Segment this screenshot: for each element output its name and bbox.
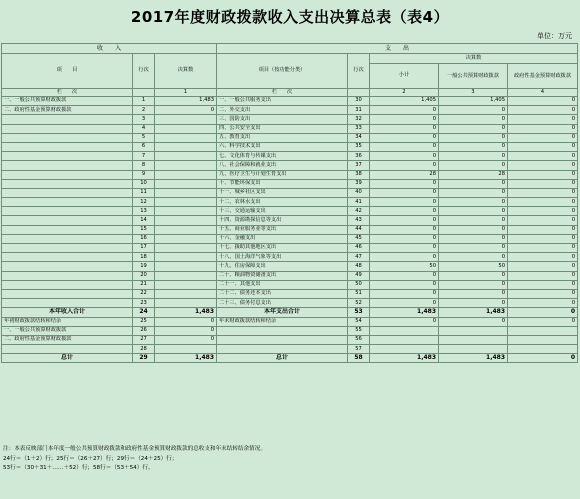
table-row (2, 335, 578, 344)
col-1: 1 (155, 89, 217, 97)
right-row-no-cell: 55 (348, 326, 370, 335)
left-item-cell (2, 188, 133, 197)
table-row (2, 170, 578, 179)
table-row (2, 262, 578, 271)
right-row-no-cell: 46 (348, 244, 370, 253)
left-value-cell (155, 133, 217, 142)
left-item-cell (2, 216, 133, 225)
left-value-cell (155, 198, 217, 207)
left-item-cell (2, 124, 133, 133)
gov-fund-cell: 0 (508, 188, 578, 197)
right-item-cell: 九、医疗卫生与计划生育支出 (217, 170, 348, 179)
right-item-cell: 本年支出合计 (217, 308, 348, 317)
right-row-no-cell: 38 (348, 170, 370, 179)
subtotal-cell: 0 (370, 133, 439, 142)
subtotal-cell: 0 (370, 179, 439, 188)
table-row (2, 115, 578, 124)
gov-fund-cell: 0 (508, 244, 578, 253)
gov-fund-cell: 0 (508, 179, 578, 188)
subtotal-cell: 50 (370, 262, 439, 271)
gov-fund-cell: 0 (508, 133, 578, 142)
left-item-cell: 一、一般公共预算财政拨款 (2, 97, 133, 106)
left-value-cell (155, 253, 217, 262)
gov-fund-cell: 0 (508, 170, 578, 179)
left-row-no-cell: 14 (133, 216, 155, 225)
left-row-no-cell: 25 (133, 317, 155, 326)
right-row-no-cell: 53 (348, 308, 370, 317)
general-budget-cell: 0 (439, 299, 508, 308)
left-item-cell: 一、一般公共预算财政拨款 (2, 326, 133, 335)
right-row-no-cell: 31 (348, 106, 370, 115)
left-value-cell (155, 207, 217, 216)
col-label: 栏 次 (2, 89, 133, 97)
left-row-no-cell: 26 (133, 326, 155, 335)
gov-fund-cell (508, 335, 578, 344)
left-row-no-cell: 18 (133, 253, 155, 262)
left-value-cell: 0 (155, 335, 217, 344)
table-row (2, 133, 578, 142)
left-item-cell (2, 142, 133, 151)
left-value-cell (155, 152, 217, 161)
left-item-cell (2, 133, 133, 142)
right-row-no-cell: 45 (348, 234, 370, 243)
notes (3, 445, 577, 474)
right-row-no-cell: 47 (348, 253, 370, 262)
general-budget-cell: 0 (439, 179, 508, 188)
table-row (2, 299, 578, 308)
subtotal-cell: 0 (370, 280, 439, 289)
left-row-no-cell: 7 (133, 152, 155, 161)
left-row-no-cell: 27 (133, 335, 155, 344)
item-func-header: 项目（按功能分类） (217, 54, 348, 89)
left-value-cell: 0 (155, 326, 217, 335)
subtotal-cell: 0 (370, 161, 439, 170)
subtotal-cell: 0 (370, 289, 439, 298)
subtotal-cell: 0 (370, 198, 439, 207)
left-value-cell (155, 225, 217, 234)
right-item-cell: 十、节能环保支出 (217, 179, 348, 188)
gov-fund-cell (508, 326, 578, 335)
left-row-no-cell: 4 (133, 124, 155, 133)
left-value-cell (155, 188, 217, 197)
left-item-cell (2, 289, 133, 298)
col-label-2: 栏 次 (217, 89, 348, 97)
report-title: 2017年度财政拨款收入支出决算总表（表4） (130, 8, 450, 26)
table-row (2, 317, 578, 326)
left-item-cell: 年初财政拨款结转和结余 (2, 317, 133, 326)
general-budget-cell: 0 (439, 152, 508, 161)
right-item-cell: 二十三、债务付息支出 (217, 299, 348, 308)
left-value-cell: 1,483 (155, 308, 217, 317)
left-value-cell (155, 234, 217, 243)
right-item-cell: 十七、援助其他地区支出 (217, 244, 348, 253)
table-row (2, 207, 578, 216)
table-row (2, 188, 578, 197)
subtotal-cell (370, 326, 439, 335)
left-row-no-cell: 21 (133, 280, 155, 289)
right-row-no-cell: 50 (348, 280, 370, 289)
left-row-no-cell: 29 (133, 354, 155, 363)
gov-fund-cell: 0 (508, 106, 578, 115)
left-item-cell (2, 225, 133, 234)
right-row-no-cell: 51 (348, 289, 370, 298)
right-row-no-cell: 57 (348, 345, 370, 354)
general-budget-cell: 0 (439, 280, 508, 289)
left-item-cell (2, 280, 133, 289)
left-row-no-cell: 11 (133, 188, 155, 197)
right-row-no-cell: 42 (348, 207, 370, 216)
left-item-cell (2, 253, 133, 262)
gov-fund-cell: 0 (508, 299, 578, 308)
table-row (2, 326, 578, 335)
left-value-cell: 1,483 (155, 97, 217, 106)
gov-fund-cell: 0 (508, 124, 578, 133)
subtotal-cell: 1,405 (370, 97, 439, 106)
left-row-no-cell: 8 (133, 161, 155, 170)
left-item-cell (2, 234, 133, 243)
subtotal-cell: 0 (370, 271, 439, 280)
gov-fund-cell: 0 (508, 280, 578, 289)
total-row (2, 308, 578, 317)
left-item-cell: 本年收入合计 (2, 308, 133, 317)
subtotal-cell: 28 (370, 170, 439, 179)
row-no-header: 行次 (133, 54, 155, 89)
gov-fund-cell: 0 (508, 97, 578, 106)
gov-fund-cell: 0 (508, 207, 578, 216)
right-item-cell: 六、科学技术支出 (217, 142, 348, 151)
gov-fund-cell: 0 (508, 115, 578, 124)
left-row-no-cell: 3 (133, 115, 155, 124)
general-budget-cell: 1,405 (439, 97, 508, 106)
left-row-no-cell: 17 (133, 244, 155, 253)
gov-fund-cell: 0 (508, 289, 578, 298)
subtotal-cell: 0 (370, 188, 439, 197)
right-item-cell: 七、文化体育与传媒支出 (217, 152, 348, 161)
table-row (2, 152, 578, 161)
right-item-cell: 八、社会保障和就业支出 (217, 161, 348, 170)
subtotal-cell: 0 (370, 207, 439, 216)
right-row-no-cell: 54 (348, 317, 370, 326)
left-row-no-cell: 24 (133, 308, 155, 317)
left-value-cell (155, 345, 217, 354)
subtotal-cell: 0 (370, 115, 439, 124)
general-budget-cell (439, 326, 508, 335)
left-value-cell (155, 124, 217, 133)
subtotal-cell: 0 (370, 216, 439, 225)
general-budget-cell: 0 (439, 289, 508, 298)
general-budget-cell: 0 (439, 225, 508, 234)
general-budget-cell: 0 (439, 161, 508, 170)
right-item-cell: 四、公共安全支出 (217, 124, 348, 133)
right-row-no-cell: 52 (348, 299, 370, 308)
left-value-cell (155, 280, 217, 289)
subtotal-cell: 0 (370, 142, 439, 151)
expense-header: 支 出 (217, 44, 578, 54)
gov-fund-cell: 0 (508, 142, 578, 151)
budget-amount-header-2: 决算数 (370, 54, 578, 64)
note-line: 24行＝（1＋2）行；25行＝（26＋27）行；29行＝（24＋25）行； (3, 455, 178, 462)
left-item-cell (2, 207, 133, 216)
right-row-no-cell: 58 (348, 354, 370, 363)
left-value-cell: 0 (155, 106, 217, 115)
table-row (2, 198, 578, 207)
left-item-cell: 二、政府性基金预算财政拨款 (2, 335, 133, 344)
right-row-no-cell: 32 (348, 115, 370, 124)
table-row (2, 106, 578, 115)
left-value-cell (155, 115, 217, 124)
left-row-no-cell: 22 (133, 289, 155, 298)
right-item-cell: 十五、商业服务业等支出 (217, 225, 348, 234)
left-item-cell (2, 198, 133, 207)
gov-fund-cell: 0 (508, 308, 578, 317)
general-budget-cell: 0 (439, 234, 508, 243)
right-item-cell: 十二、农林水支出 (217, 198, 348, 207)
left-item-cell: 二、政府性基金预算财政拨款 (2, 106, 133, 115)
left-row-no-cell: 10 (133, 179, 155, 188)
general-budget-cell: 0 (439, 188, 508, 197)
left-item-cell (2, 161, 133, 170)
subtotal-cell: 0 (370, 253, 439, 262)
table-row (2, 253, 578, 262)
col-3: 3 (439, 89, 508, 97)
right-item-cell: 十八、国土海洋气象等支出 (217, 253, 348, 262)
table-row (2, 97, 578, 106)
left-value-cell (155, 216, 217, 225)
right-item-cell: 二十二、债务还本支出 (217, 289, 348, 298)
budget-table (1, 43, 578, 363)
general-budget-cell: 0 (439, 133, 508, 142)
right-item-cell (217, 345, 348, 354)
table-row (2, 244, 578, 253)
right-item-cell: 十六、金融支出 (217, 234, 348, 243)
general-budget-cell: 50 (439, 262, 508, 271)
left-item-cell (2, 271, 133, 280)
right-item-cell: 年末财政拨款结转和结余 (217, 317, 348, 326)
table-row (2, 271, 578, 280)
left-item-cell (2, 244, 133, 253)
gov-fund-cell: 0 (508, 253, 578, 262)
right-row-no-cell: 37 (348, 161, 370, 170)
gov-fund-cell: 0 (508, 152, 578, 161)
income-header: 收 入 (2, 44, 217, 54)
left-row-no-cell: 5 (133, 133, 155, 142)
right-item-cell: 总计 (217, 354, 348, 363)
right-row-no-cell: 49 (348, 271, 370, 280)
gov-fund-cell: 0 (508, 317, 578, 326)
right-row-no-cell: 44 (348, 225, 370, 234)
left-row-no-cell: 9 (133, 170, 155, 179)
table-row (2, 142, 578, 151)
general-budget-cell (439, 335, 508, 344)
right-item-cell: 一、一般公共服务支出 (217, 97, 348, 106)
note-line: 注：本表反映部门本年度一般公共预算财政拨款和政府性基金预算财政拨款的总收支和年末结转结余情况。 (3, 446, 266, 452)
right-item-cell: 三、国防支出 (217, 115, 348, 124)
general-budget-cell: 0 (439, 216, 508, 225)
subtotal-cell: 0 (370, 106, 439, 115)
subtotal-cell: 0 (370, 317, 439, 326)
left-value-cell (155, 262, 217, 271)
left-value-cell (155, 289, 217, 298)
left-item-cell (2, 170, 133, 179)
right-row-no-cell: 35 (348, 142, 370, 151)
note-line: 53行＝（30＋31＋……＋52）行；58行＝（53＋54）行。 (3, 465, 154, 471)
general-budget-cell: 0 (439, 198, 508, 207)
general-budget-cell: 1,483 (439, 354, 508, 363)
general-budget-cell: 0 (439, 142, 508, 151)
subtotal-cell: 0 (370, 234, 439, 243)
right-row-no-cell: 48 (348, 262, 370, 271)
right-row-no-cell: 34 (348, 133, 370, 142)
subtotal-header: 小计 (370, 64, 439, 89)
general-budget-cell: 0 (439, 253, 508, 262)
unit-label: 单位：万元 (537, 32, 572, 40)
row-no-header-2: 行次 (348, 54, 370, 89)
table-row (2, 289, 578, 298)
general-budget-cell: 28 (439, 170, 508, 179)
general-budget-cell: 0 (439, 271, 508, 280)
left-value-cell (155, 142, 217, 151)
right-item-cell: 十四、资源勘探信息等支出 (217, 216, 348, 225)
table-row (2, 216, 578, 225)
right-row-no-cell: 30 (348, 97, 370, 106)
col-4: 4 (508, 89, 578, 97)
left-row-no-cell: 20 (133, 271, 155, 280)
subtotal-cell (370, 335, 439, 344)
right-row-no-cell: 36 (348, 152, 370, 161)
left-item-cell (2, 152, 133, 161)
table-row (2, 225, 578, 234)
gov-fund-cell: 0 (508, 216, 578, 225)
left-row-no-cell: 12 (133, 198, 155, 207)
table-row (2, 161, 578, 170)
gov-fund-cell: 0 (508, 234, 578, 243)
gov-fund-cell: 0 (508, 354, 578, 363)
left-value-cell (155, 179, 217, 188)
table-row (2, 234, 578, 243)
left-row-no-cell: 1 (133, 97, 155, 106)
left-value-cell (155, 271, 217, 280)
right-row-no-cell: 41 (348, 198, 370, 207)
subtotal-cell: 0 (370, 152, 439, 161)
right-item-cell (217, 335, 348, 344)
left-value-cell: 1,483 (155, 354, 217, 363)
right-item-cell (217, 326, 348, 335)
left-row-no-cell: 16 (133, 234, 155, 243)
gov-fund-cell (508, 345, 578, 354)
right-row-no-cell: 40 (348, 188, 370, 197)
right-item-cell: 二十一、其他支出 (217, 280, 348, 289)
general-budget-header: 一般公共预算财政拨款 (439, 64, 508, 89)
left-item-cell: 总计 (2, 354, 133, 363)
table-row (2, 280, 578, 289)
right-item-cell: 二、外交支出 (217, 106, 348, 115)
left-value-cell: 0 (155, 317, 217, 326)
table-row (2, 345, 578, 354)
right-item-cell: 二十、粮油物资储备支出 (217, 271, 348, 280)
left-value-cell (155, 244, 217, 253)
subtotal-cell: 0 (370, 299, 439, 308)
gov-fund-cell: 0 (508, 161, 578, 170)
right-row-no-cell: 39 (348, 179, 370, 188)
left-row-no-cell: 2 (133, 106, 155, 115)
general-budget-cell: 0 (439, 115, 508, 124)
general-budget-cell: 0 (439, 106, 508, 115)
left-row-no-cell: 6 (133, 142, 155, 151)
gov-fund-cell: 0 (508, 198, 578, 207)
total-row (2, 354, 578, 363)
subtotal-cell (370, 345, 439, 354)
left-value-cell (155, 299, 217, 308)
left-value-cell (155, 170, 217, 179)
subtotal-cell: 1,483 (370, 308, 439, 317)
general-budget-cell: 0 (439, 244, 508, 253)
left-item-cell (2, 262, 133, 271)
subtotal-cell: 0 (370, 124, 439, 133)
left-row-no-cell: 15 (133, 225, 155, 234)
subtotal-cell: 1,483 (370, 354, 439, 363)
left-value-cell (155, 161, 217, 170)
right-row-no-cell: 43 (348, 216, 370, 225)
table-row (2, 179, 578, 188)
left-row-no-cell: 23 (133, 299, 155, 308)
general-budget-cell: 0 (439, 317, 508, 326)
left-row-no-cell: 19 (133, 262, 155, 271)
left-row-no-cell: 28 (133, 345, 155, 354)
general-budget-cell: 0 (439, 124, 508, 133)
right-item-cell: 十九、住房保障支出 (217, 262, 348, 271)
gov-fund-header: 政府性基金预算财政拨款 (508, 64, 578, 89)
left-item-cell (2, 299, 133, 308)
budget-amount-header: 决算数 (155, 54, 217, 89)
left-item-cell (2, 345, 133, 354)
item-header: 项 目 (2, 54, 133, 89)
right-row-no-cell: 33 (348, 124, 370, 133)
left-row-no-cell: 13 (133, 207, 155, 216)
left-item-cell (2, 115, 133, 124)
subtotal-cell: 0 (370, 225, 439, 234)
gov-fund-cell: 0 (508, 225, 578, 234)
right-item-cell: 十一、城乡社区支出 (217, 188, 348, 197)
right-row-no-cell: 56 (348, 335, 370, 344)
subtotal-cell: 0 (370, 244, 439, 253)
right-item-cell: 十三、交通运输支出 (217, 207, 348, 216)
table-row (2, 124, 578, 133)
right-item-cell: 五、教育支出 (217, 133, 348, 142)
gov-fund-cell: 0 (508, 271, 578, 280)
left-item-cell (2, 179, 133, 188)
gov-fund-cell: 0 (508, 262, 578, 271)
general-budget-cell (439, 345, 508, 354)
general-budget-cell: 1,483 (439, 308, 508, 317)
general-budget-cell: 0 (439, 207, 508, 216)
col-2: 2 (370, 89, 439, 97)
